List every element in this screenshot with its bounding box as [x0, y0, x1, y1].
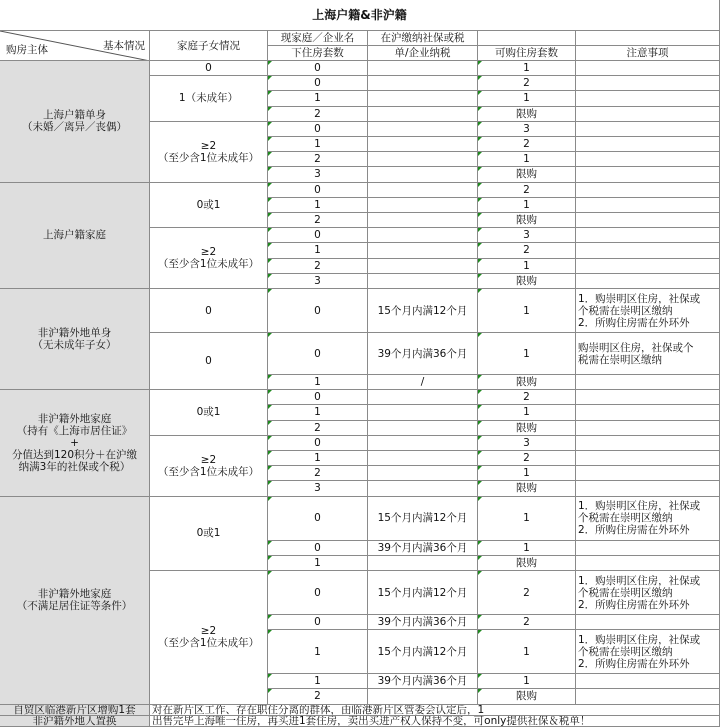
social-condition: [368, 228, 478, 243]
notes-cell: [576, 91, 720, 106]
social-condition: [368, 198, 478, 213]
social-condition: 15个月内满12个月: [368, 571, 478, 615]
cell-marker: [478, 497, 482, 501]
owned-count: 1: [268, 630, 368, 674]
notes-cell: [576, 689, 720, 704]
notes-cell: [576, 243, 720, 258]
notes-cell: [576, 228, 720, 243]
social-condition: [368, 689, 478, 704]
cell-marker: [268, 137, 272, 141]
cell-marker: [478, 167, 482, 171]
cell-marker: [268, 375, 272, 379]
notes-cell: 1．购崇明区住房，社保或 个税需在崇明区缴纳 2．所购住房需在外环外: [576, 630, 720, 674]
cell-marker: [478, 556, 482, 560]
social-condition: [368, 405, 478, 420]
notes-cell: [576, 183, 720, 198]
allowed-count: 2: [478, 571, 576, 615]
cell-marker: [268, 259, 272, 263]
notes-cell: [576, 167, 720, 182]
allowed-count: 1: [478, 259, 576, 274]
allowed-count: 1: [478, 61, 576, 76]
cell-marker: [478, 243, 482, 247]
owned-count: 2: [268, 107, 368, 122]
allowed-count: 限购: [478, 274, 576, 289]
cell-marker: [478, 198, 482, 202]
cell-marker: [478, 451, 482, 455]
notes-cell: [576, 152, 720, 167]
allowed-count: 限购: [478, 375, 576, 390]
social-condition: 39个月内满36个月: [368, 674, 478, 689]
cell-marker: [268, 466, 272, 470]
social-condition: 39个月内满36个月: [368, 541, 478, 556]
owned-count: 2: [268, 689, 368, 704]
notes-cell: 1．购崇明区住房，社保或 个税需在崇明区缴纳 2．所购住房需在外环外: [576, 571, 720, 615]
cell-marker: [478, 107, 482, 111]
owned-count: 1: [268, 375, 368, 390]
footer-label-swap: 非沪籍外地人置换: [0, 716, 150, 727]
cell-marker: [478, 213, 482, 217]
owned-count: 1: [268, 137, 368, 152]
notes-cell: 1．购崇明区住房，社保或 个税需在崇明区缴纳 2．所购住房需在外环外: [576, 497, 720, 541]
cell-marker: [268, 107, 272, 111]
allowed-count: 限购: [478, 689, 576, 704]
notes-cell: [576, 198, 720, 213]
owned-count: 0: [268, 183, 368, 198]
social-condition: 15个月内满12个月: [368, 497, 478, 541]
cell-marker: [268, 421, 272, 425]
header-blank: [576, 31, 720, 46]
cell-marker: [478, 689, 482, 693]
allowed-count: 1: [478, 466, 576, 481]
social-condition: [368, 76, 478, 91]
social-condition: /: [368, 375, 478, 390]
owned-count: 0: [268, 615, 368, 630]
owned-count: 2: [268, 421, 368, 436]
allowed-count: 1: [478, 91, 576, 106]
owned-count: 0: [268, 436, 368, 451]
notes-cell: [576, 674, 720, 689]
cell-marker: [478, 183, 482, 187]
notes-cell: [576, 436, 720, 451]
social-condition: [368, 91, 478, 106]
owned-count: 2: [268, 259, 368, 274]
allowed-count: 3: [478, 436, 576, 451]
cell-marker: [268, 61, 272, 65]
allowed-count: 2: [478, 137, 576, 152]
notes-cell: [576, 541, 720, 556]
owned-count: 0: [268, 76, 368, 91]
social-condition: 15个月内满12个月: [368, 289, 478, 333]
allowed-count: 3: [478, 228, 576, 243]
allowed-count: 1: [478, 152, 576, 167]
cell-marker: [268, 436, 272, 440]
allowed-count: 1: [478, 674, 576, 689]
social-condition: [368, 61, 478, 76]
social-condition: [368, 167, 478, 182]
cell-marker: [268, 183, 272, 187]
cell-marker: [268, 76, 272, 80]
notes-cell: [576, 107, 720, 122]
social-condition: [368, 421, 478, 436]
notes-cell: [576, 213, 720, 228]
group-nonlocal-family-permit: 非沪籍外地家庭 （持有《上海市居住证》 + 分值达到120积分＋在沪缴 纳满3年的社保或个税）: [0, 390, 150, 496]
cell-marker: [478, 259, 482, 263]
header-owned-1: 现家庭／企业名: [268, 31, 368, 46]
allowed-count: 1: [478, 497, 576, 541]
owned-count: 3: [268, 481, 368, 496]
children-count: ≥2 （至少含1位未成年）: [150, 228, 268, 289]
notes-cell: [576, 137, 720, 152]
header-blank: [478, 31, 576, 46]
cell-marker: [268, 541, 272, 545]
owned-count: 0: [268, 122, 368, 137]
allowed-count: 限购: [478, 556, 576, 571]
owned-count: 2: [268, 466, 368, 481]
cell-marker: [268, 630, 272, 634]
cell-marker: [268, 556, 272, 560]
owned-count: 1: [268, 451, 368, 466]
allowed-count: 2: [478, 183, 576, 198]
group-sh-single: 上海户籍单身 （未婚／离异／丧偶）: [0, 61, 150, 183]
children-count: 0: [150, 333, 268, 390]
cell-marker: [268, 122, 272, 126]
cell-marker: [268, 289, 272, 293]
notes-cell: [576, 122, 720, 137]
owned-count: 0: [268, 497, 368, 541]
notes-cell: [576, 61, 720, 76]
cell-marker: [268, 571, 272, 575]
children-count: 1（未成年）: [150, 76, 268, 122]
cell-marker: [478, 91, 482, 95]
cell-marker: [478, 122, 482, 126]
allowed-count: 2: [478, 451, 576, 466]
cell-marker: [268, 152, 272, 156]
children-count: ≥2 （至少含1位未成年）: [150, 122, 268, 183]
owned-count: 1: [268, 674, 368, 689]
allowed-count: 限购: [478, 481, 576, 496]
cell-marker: [268, 243, 272, 247]
cell-marker: [268, 333, 272, 337]
children-count: 0: [150, 61, 268, 76]
social-condition: [368, 152, 478, 167]
group-sh-family: 上海户籍家庭: [0, 183, 150, 289]
social-condition: [368, 466, 478, 481]
cell-marker: [478, 541, 482, 545]
cell-marker: [268, 481, 272, 485]
header-corner: [0, 31, 150, 61]
cell-marker: [478, 615, 482, 619]
allowed-count: 1: [478, 289, 576, 333]
cell-marker: [478, 674, 482, 678]
sheet-title: 上海户籍&非沪籍: [0, 0, 720, 31]
owned-count: 1: [268, 198, 368, 213]
cell-marker: [478, 630, 482, 634]
notes-cell: [576, 466, 720, 481]
cell-marker: [268, 497, 272, 501]
footer-text-lingang: 对在新片区工作、存在职住分离的群体，由临港新片区管委会认定后，1: [150, 705, 720, 716]
owned-count: 1: [268, 556, 368, 571]
cell-marker: [268, 615, 272, 619]
notes-cell: [576, 556, 720, 571]
owned-count: 1: [268, 243, 368, 258]
notes-cell: [576, 421, 720, 436]
social-condition: [368, 556, 478, 571]
children-count: 0或1: [150, 183, 268, 229]
owned-count: 2: [268, 152, 368, 167]
allowed-count: 2: [478, 76, 576, 91]
owned-count: 1: [268, 405, 368, 420]
social-condition: [368, 390, 478, 405]
corner-label-left: 购房主体: [6, 44, 48, 56]
children-count: ≥2 （至少含1位未成年）: [150, 571, 268, 705]
notes-cell: [576, 375, 720, 390]
cell-marker: [268, 451, 272, 455]
cell-marker: [478, 390, 482, 394]
social-condition: 39个月内满36个月: [368, 615, 478, 630]
social-condition: [368, 481, 478, 496]
notes-cell: [576, 405, 720, 420]
cell-marker: [478, 137, 482, 141]
allowed-count: 限购: [478, 421, 576, 436]
header-allowed: 可购住房套数: [478, 46, 576, 61]
allowed-count: 2: [478, 390, 576, 405]
header-children: 家庭子女情况: [150, 31, 268, 61]
allowed-count: 1: [478, 541, 576, 556]
cell-marker: [268, 689, 272, 693]
notes-cell: [576, 615, 720, 630]
social-condition: [368, 259, 478, 274]
owned-count: 0: [268, 541, 368, 556]
social-condition: [368, 451, 478, 466]
allowed-count: 限购: [478, 167, 576, 182]
cell-marker: [268, 91, 272, 95]
owned-count: 1: [268, 91, 368, 106]
header-notes: 注意事项: [576, 46, 720, 61]
group-nonlocal-family: 非沪籍外地家庭 （不满足居住证等条件）: [0, 497, 150, 705]
notes-cell: [576, 451, 720, 466]
allowed-count: 1: [478, 405, 576, 420]
owned-count: 0: [268, 228, 368, 243]
cell-marker: [268, 405, 272, 409]
social-condition: [368, 122, 478, 137]
group-nonlocal-single: 非沪籍外地单身 （无未成年子女）: [0, 289, 150, 390]
notes-cell: 购崇明区住房，社保或个 税需在崇明区缴纳: [576, 333, 720, 375]
notes-cell: [576, 390, 720, 405]
owned-count: 0: [268, 61, 368, 76]
notes-cell: [576, 259, 720, 274]
notes-cell: [576, 76, 720, 91]
social-condition: [368, 183, 478, 198]
cell-marker: [268, 228, 272, 232]
cell-marker: [478, 481, 482, 485]
owned-count: 2: [268, 213, 368, 228]
allowed-count: 限购: [478, 213, 576, 228]
social-condition: [368, 436, 478, 451]
owned-count: 0: [268, 390, 368, 405]
owned-count: 0: [268, 333, 368, 375]
cell-marker: [478, 61, 482, 65]
cell-marker: [478, 405, 482, 409]
owned-count: 3: [268, 167, 368, 182]
children-count: 0或1: [150, 390, 268, 436]
header-social-1: 在沪缴纳社保或税: [368, 31, 478, 46]
footer-text-swap: 出售完毕上海唯一住房，再买进1套住房，卖出买进产权人保持不变，可only提供社保＆税单！: [150, 716, 720, 727]
cell-marker: [478, 289, 482, 293]
owned-count: 0: [268, 289, 368, 333]
owned-count: 3: [268, 274, 368, 289]
cell-marker: [478, 152, 482, 156]
cell-marker: [478, 76, 482, 80]
cell-marker: [268, 390, 272, 394]
children-count: ≥2 （至少含1位未成年）: [150, 436, 268, 497]
cell-marker: [478, 375, 482, 379]
children-count: 0: [150, 289, 268, 333]
social-condition: [368, 274, 478, 289]
social-condition: [368, 137, 478, 152]
cell-marker: [478, 274, 482, 278]
social-condition: [368, 213, 478, 228]
cell-marker: [478, 228, 482, 232]
social-condition: [368, 107, 478, 122]
header-social-2: 单/企业纳税: [368, 46, 478, 61]
header-owned-2: 下住房套数: [268, 46, 368, 61]
cell-marker: [268, 674, 272, 678]
allowed-count: 2: [478, 243, 576, 258]
cell-marker: [478, 466, 482, 470]
allowed-count: 限购: [478, 107, 576, 122]
corner-label-right: 基本情况: [103, 40, 145, 52]
allowed-count: 1: [478, 630, 576, 674]
social-condition: [368, 243, 478, 258]
footer-label-lingang: 自贸区临港新片区增购1套: [0, 705, 150, 716]
notes-cell: [576, 274, 720, 289]
cell-marker: [268, 274, 272, 278]
social-condition: 15个月内满12个月: [368, 630, 478, 674]
allowed-count: 2: [478, 615, 576, 630]
notes-cell: 1．购崇明区住房，社保或 个税需在崇明区缴纳 2．所购住房需在外环外: [576, 289, 720, 333]
cell-marker: [478, 436, 482, 440]
cell-marker: [478, 571, 482, 575]
cell-marker: [268, 213, 272, 217]
cell-marker: [478, 421, 482, 425]
owned-count: 0: [268, 571, 368, 615]
children-count: 0或1: [150, 497, 268, 571]
social-condition: 39个月内满36个月: [368, 333, 478, 375]
cell-marker: [268, 198, 272, 202]
cell-marker: [478, 333, 482, 337]
allowed-count: 3: [478, 122, 576, 137]
notes-cell: [576, 481, 720, 496]
cell-marker: [268, 167, 272, 171]
allowed-count: 1: [478, 198, 576, 213]
allowed-count: 1: [478, 333, 576, 375]
